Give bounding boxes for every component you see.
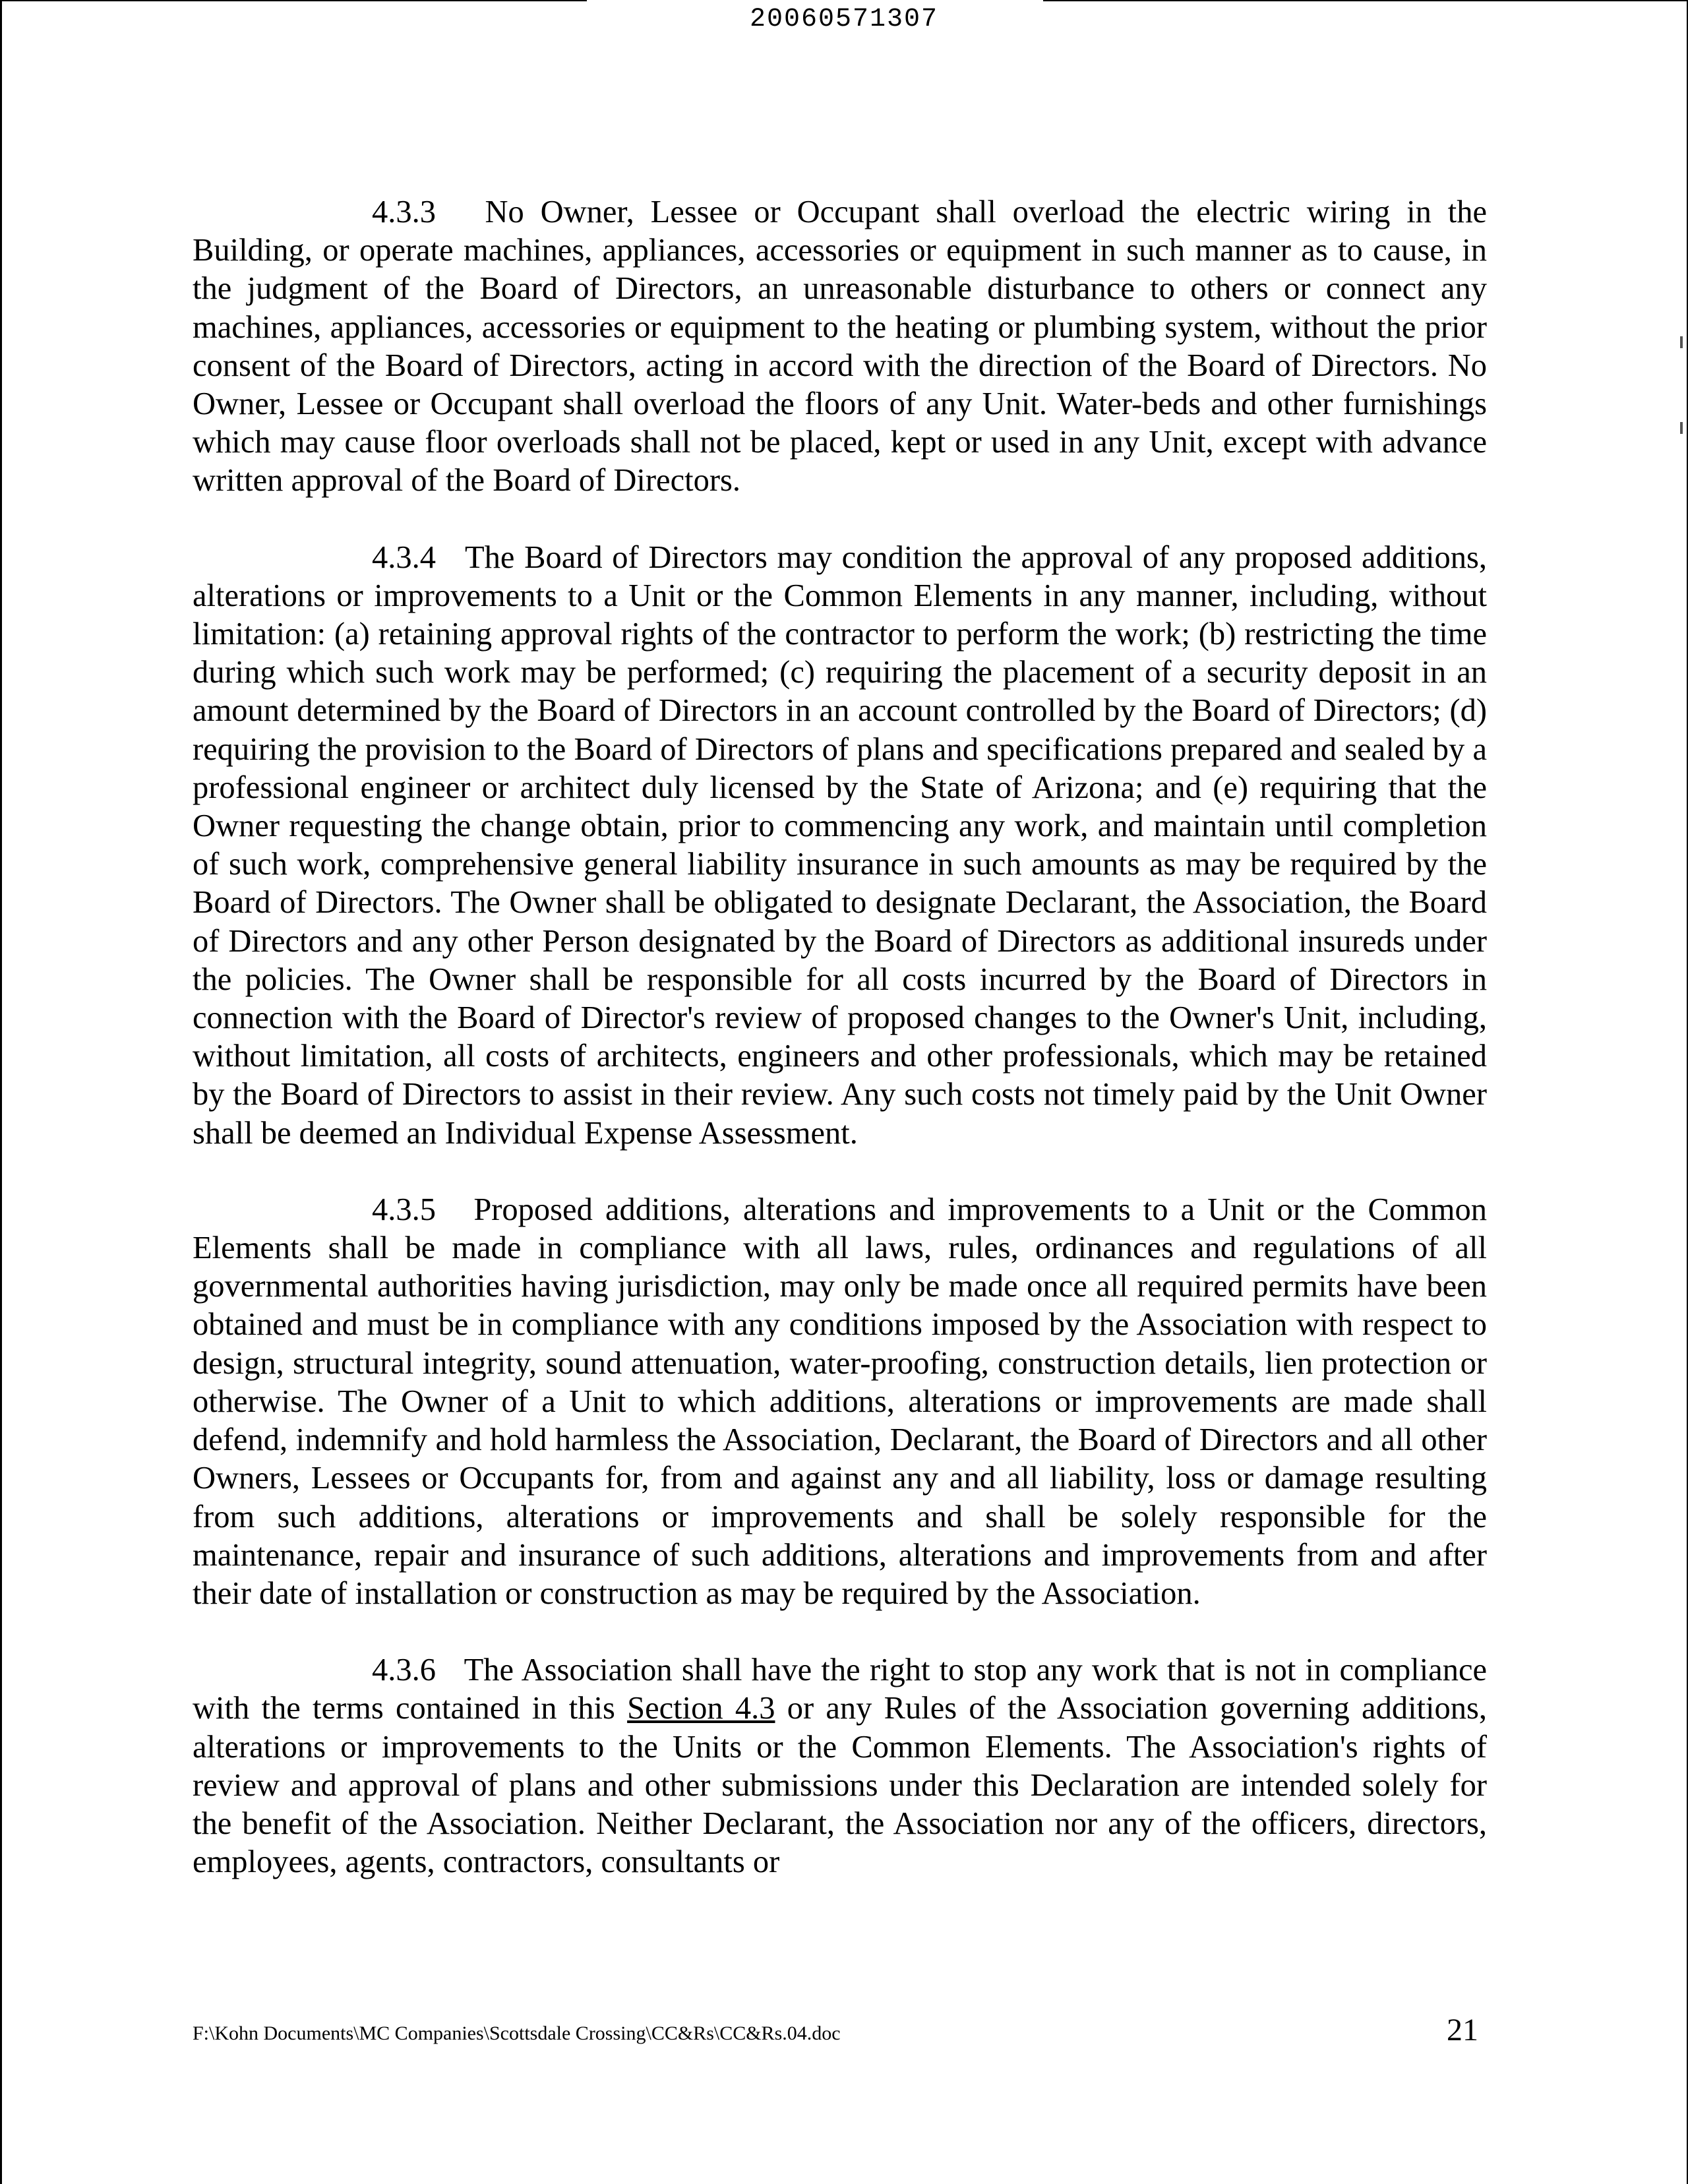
paragraph-number: 4.3.5 bbox=[372, 1192, 436, 1227]
recording-number: 20060571307 bbox=[749, 5, 939, 34]
top-border-left bbox=[0, 0, 587, 1]
document-body bbox=[193, 193, 1487, 1920]
paragraph-text: The Association shall have the right to stop any work that is not in compliance with the terms contained in this bbox=[193, 1653, 1487, 1726]
paragraph-number: 4.3.3 bbox=[372, 195, 436, 229]
scan-edge-mark bbox=[1680, 422, 1683, 434]
paragraph-text: Proposed additions, alterations and improvements to a Unit or the Common Elements shall be made in compliance with all laws, rules, ordinances and regulations of all governmental authorities having jurisdiction, may only be made once all required permits have been obtained and must be in compliance with any conditions imposed by the Association with respect to design, structural integrity, sound attenuation, water-proofing, construction details, lien protection or otherwise. The Owner of a Unit to which additions, alterations or improvements are made shall defend, indemnify and hold harmless the Association, Declarant, the Board of Directors and all other Owners, Lessees or Occupants for, from and against any and all liability, loss or damage resulting from such additions, alterations or improvements and shall be solely responsible for the maintenance, repair and insurance of such additions, alterations and improvements from and after their date of installation or construction as may be required by the Association. bbox=[193, 1192, 1487, 1611]
left-scan-edge bbox=[0, 0, 2, 2184]
footer-file-path: F:\Kohn Documents\MC Companies\Scottsdale Crossing\CC&Rs\CC&Rs.04.doc bbox=[193, 2022, 841, 2044]
paragraph-text: or any Rules of the Association governing additions, alterations or improvements to the Units or the Common Elements. The Association's rights of review and approval of plans and other submissions under this Declaration are intended solely for the benefit of the Association. Neither Declarant, the Association nor any of the officers, directors, employees, agents, contractors, consultants or bbox=[193, 1691, 1488, 1880]
paragraph-4-3-5 bbox=[193, 1191, 1487, 1613]
paragraph-text: No Owner, Lessee or Occupant shall overload the electric wiring in the Building, or operate machines, appliances, accessories or equipment in such manner as to cause, in the judgment of the Board of Directors, an unreasonable disturbance to others or connect any machines, appliances, accessories or equipment to the heating or plumbing system, without the prior consent of the Board of Directors, acting in accord with the direction of the Board of Directors. No Owner, Lessee or Occupant shall overload the floors of any Unit. Water-beds and other furnishings which may cause floor overloads shall not be placed, kept or used in any Unit, except with advance written approval of the Board of Directors. bbox=[193, 195, 1488, 499]
paragraph-4-3-6 bbox=[193, 1651, 1487, 1881]
page-number: 21 bbox=[1447, 2013, 1478, 2048]
scan-edge-mark bbox=[1680, 336, 1683, 348]
paragraph-4-3-4 bbox=[193, 539, 1487, 1153]
top-border-right bbox=[1043, 0, 1688, 1]
section-reference: Section 4.3 bbox=[627, 1691, 775, 1726]
paragraph-number: 4.3.4 bbox=[372, 539, 436, 575]
paragraph-number: 4.3.6 bbox=[372, 1653, 436, 1688]
paragraph-4-3-3 bbox=[193, 193, 1487, 501]
paragraph-text: The Board of Directors may condition the approval of any proposed additions, alterations or improvements to a Unit or the Common Elements in any manner, including, without limitation: (a) retaining approval rights of the contractor to perform the work; (b) restricting the time during which such work may be performed; (c) requiring the placement of a security deposit in an amount determined by the Board of Directors in an account controlled by the Board of Directors; (d) requiring the provision to the Board of Directors of plans and specifications prepared and sealed by a professional engineer or architect duly licensed by the State of Arizona; and (e) requiring that the Owner requesting the change obtain, prior to commencing any work, and maintain until completion of such work, comprehensive general liability insurance in such amounts as may be required by the Board of Directors. The Owner shall be obligated to designate Declarant, the Association, the Board of Directors and any other Person designated by the Board of Directors as additional insureds under the policies. The Owner shall be responsible for all costs incurred by the Board of Directors in connection with the Board of Director's review of proposed changes to the Owner's Unit, including, without limitation, all costs of architects, engineers and other professionals, which may be retained by the Board of Directors to assist in their review. Any such costs not timely paid by the Unit Owner shall be deemed an Individual Expense Assessment. bbox=[193, 539, 1487, 1151]
